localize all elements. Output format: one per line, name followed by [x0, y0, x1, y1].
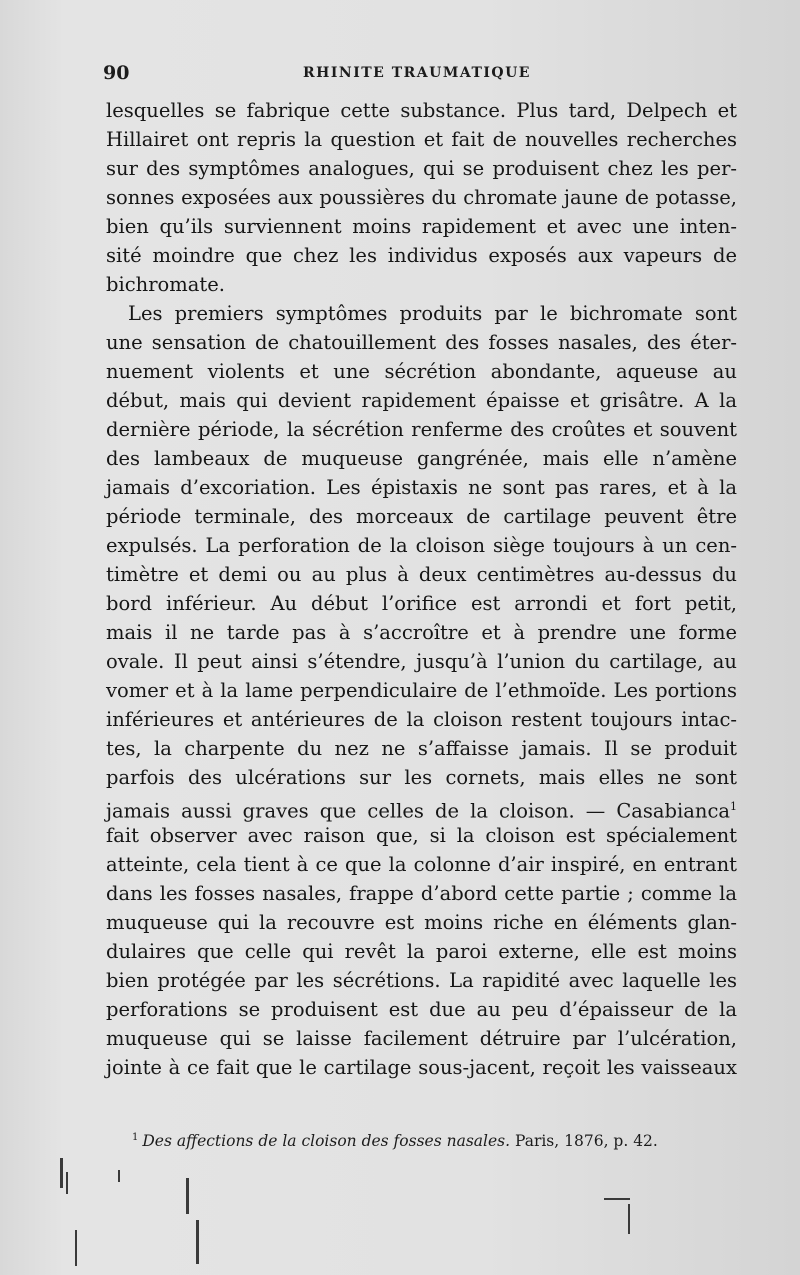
footnote — [132, 1132, 732, 1150]
text-line: une sensation de chatouillement des fosses nasales, des éter- — [106, 331, 737, 354]
text-line: muqueuse qui se laisse facilement détruire par l’ulcération, — [106, 1027, 737, 1050]
text-line: parfois des ulcérations sur les cornets, mais elles ne sont — [106, 766, 737, 789]
scan-mark — [604, 1198, 630, 1200]
scan-mark — [118, 1170, 120, 1182]
text-segment: jamais aussi graves que celles de la cloison. — Casabianca — [106, 799, 730, 823]
paragraph-start-line: Les premiers symptômes produits par le bichromate sont — [128, 302, 737, 325]
text-line: atteinte, cela tient à ce que la colonne d’air inspiré, en entrant — [106, 853, 737, 876]
text-line: dans les fosses nasales, frappe d’abord cette partie ; comme la — [106, 882, 737, 905]
scan-mark — [186, 1178, 189, 1214]
text-line: inférieures et antérieures de la cloison restent toujours intac- — [106, 708, 737, 731]
text-line: Hillairet ont repris la question et fait de nouvelles recherches — [106, 128, 737, 151]
body-text — [106, 96, 737, 1082]
text-line: mais il ne tarde pas à s’accroître et à prendre une forme — [106, 621, 737, 644]
text-line: muqueuse qui la recouvre est moins riche en éléments glan- — [106, 911, 737, 934]
text-line: jointe à ce fait que le cartilage sous-jacent, reçoit les vaisseaux — [106, 1056, 737, 1079]
text-line: fait observer avec raison que, si la cloison est spécialement — [106, 824, 737, 847]
scan-mark — [75, 1230, 77, 1266]
scan-mark — [60, 1158, 63, 1188]
text-line: vomer et à la lame perpendiculaire de l’ethmoïde. Les portions — [106, 679, 737, 702]
text-line: bien protégée par les sécrétions. La rapidité avec laquelle les — [106, 969, 737, 992]
text-line: des lambeaux de muqueuse gangrénée, mais elle n’amène — [106, 447, 737, 470]
text-line: sonnes exposées aux poussières du chromate jaune de potasse, — [106, 186, 737, 209]
running-title: RHINITE TRAUMATIQUE — [303, 65, 531, 81]
text-line: bord inférieur. Au début l’orifice est arrondi et fort petit, — [106, 592, 737, 615]
scan-mark — [628, 1204, 630, 1234]
page-number: 90 — [103, 62, 130, 84]
footnote-citation: Paris, 1876, p. 42. — [514, 1132, 658, 1151]
text-line: ovale. Il peut ainsi s’étendre, jusqu’à l’union du cartilage, au — [106, 650, 737, 673]
footnote-reference[interactable]: 1 — [730, 800, 737, 813]
text-line: perforations se produisent est due au peu d’épaisseur de la — [106, 998, 737, 1021]
text-line: timètre et demi ou au plus à deux centimètres au-dessus du — [106, 563, 737, 586]
text-line: lesquelles se fabrique cette substance. Plus tard, Delpech et — [106, 99, 737, 122]
text-line: dulaires que celle qui revêt la paroi externe, elle est moins — [106, 940, 737, 963]
text-line: sité moindre que chez les individus exposés aux vapeurs de — [106, 244, 737, 267]
footnote-title: Des affections de la cloison des fosses nasales. — [142, 1132, 511, 1151]
text-line: nuement violents et une sécrétion abondante, aqueuse au — [106, 360, 737, 383]
page-header — [103, 62, 737, 86]
text-line: bichromate. — [106, 273, 225, 296]
text-line: bien qu’ils surviennent moins rapidement et avec une inten- — [106, 215, 737, 238]
text-line-with-footnote — [106, 792, 737, 821]
footnote-mark: 1 — [132, 1132, 139, 1143]
text-line: tes, la charpente du nez ne s’affaisse jamais. Il se produit — [106, 737, 737, 760]
text-line: jamais d’excoriation. Les épistaxis ne sont pas rares, et à la — [106, 476, 737, 499]
text-line: période terminale, des morceaux de cartilage peuvent être — [106, 505, 737, 528]
scan-mark — [66, 1172, 68, 1194]
text-line: début, mais qui devient rapidement épaisse et grisâtre. A la — [106, 389, 737, 412]
text-line: dernière période, la sécrétion renferme des croûtes et souvent — [106, 418, 737, 441]
text-line: sur des symptômes analogues, qui se produisent chez les per- — [106, 157, 737, 180]
text-line: expulsés. La perforation de la cloison siège toujours à un cen- — [106, 534, 737, 557]
scan-mark — [196, 1220, 199, 1264]
